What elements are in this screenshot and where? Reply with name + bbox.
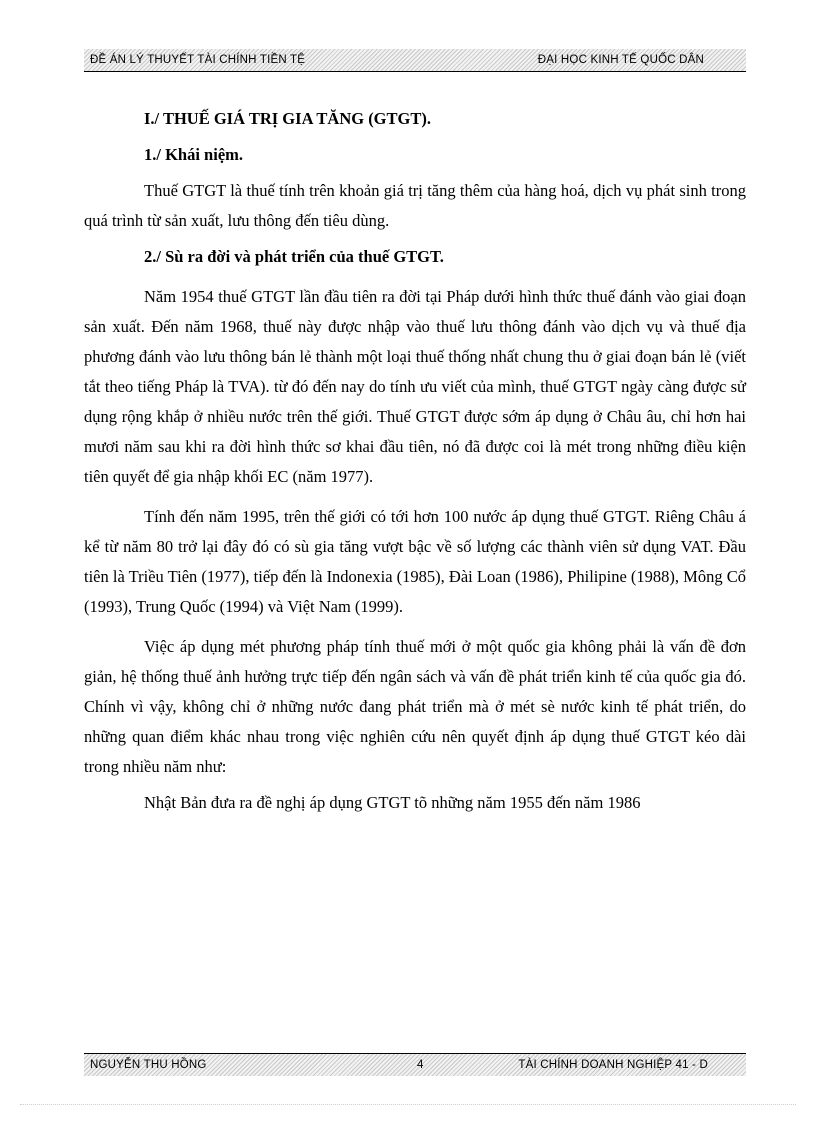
subsection-title-2: 2./ Sù ra đời và phát triển của thuế GTGT. [144,247,444,266]
section-title: I./ THUẾ GIÁ TRỊ GIA TĂNG (GTGT). [144,109,431,128]
page-footer [84,1053,746,1076]
document-body [84,104,746,818]
paragraph-definition: Thuế GTGT là thuế tính trên khoản giá trị tăng thêm của hàng hoá, dịch vụ phát sinh trong quá trình từ sản xuất, lưu thông đến tiêu dùng. [84,181,746,230]
footer-class: TÀI CHÍNH DOANH NGHIỆP 41 - D [518,1059,708,1071]
header-course-title: ĐỀ ÁN LÝ THUYẾT TÀI CHÍNH TIỀN TỆ [90,54,306,66]
header-university: ĐẠI HỌC KINH TẾ QUỐC DÂN [537,54,704,66]
page-bottom-divider [20,1104,796,1105]
paragraph-history: Năm 1954 thuế GTGT lần đầu tiên ra đời tại Pháp dưới hình thức thuế đánh vào giai đoạn sản xuất. Đến năm 1968, thuế này được nhập vào thuế lưu thông đánh vào dịch vụ và thuế địa phương đánh vào lưu thông bán lẻ thành một loại thuế thống nhất chung thu ở giai đoạn bán lẻ (viết tắt theo tiếng Pháp là TVA). từ đó đến nay do tính ưu viết của mình, thuế GTGT ngày càng được sử dụng rộng khắp ở nhiều nước trên thế giới. Thuế GTGT được sớm áp dụng ở Châu âu, chỉ hơn hai mươi năm sau khi ra đời hình thức sơ khai đầu tiên, nó đã được coi là mét trong những điều kiện tiên quyết để gia nhập khối EC (năm 1977). [84,287,746,486]
paragraph-adoption: Tính đến năm 1995, trên thế giới có tới hơn 100 nước áp dụng thuế GTGT. Riêng Châu á kể từ năm 80 trở lại đây đó có sù gia tăng vượt bậc về số lượng các thành viên sử dụng VAT. Đầu tiên là Triều Tiên (1977), tiếp đến là Indonexia (1985), Đài Loan (1986), Philipine (1988), Mông Cổ (1993), Trung Quốc (1994) và Việt Nam (1999). [84,507,746,616]
paragraph-japan: Nhật Bản đưa ra đề nghị áp dụng GTGT tõ những năm 1955 đến năm 1986 [144,793,641,812]
page-header [84,49,746,72]
paragraph-challenges: Việc áp dụng mét phương pháp tính thuế mới ở một quốc gia không phải là vấn đề đơn giản, hệ thống thuế ảnh hưởng trực tiếp đến ngân sách và vấn đề phát triển kinh tế của quốc gia đó. Chính vì vậy, không chỉ ở những nước đang phát triển mà ở mét sè nước kinh tế phát triển, do những quan điểm khác nhau trong việc nghiên cứu nên quyết định áp dụng thuế GTGT kéo dài trong nhiều năm như: [84,637,746,776]
subsection-title-1: 1./ Khái niệm. [144,145,244,164]
footer-author: NGUYỄN THU HỒNG [90,1059,207,1071]
page-number: 4 [417,1059,424,1071]
